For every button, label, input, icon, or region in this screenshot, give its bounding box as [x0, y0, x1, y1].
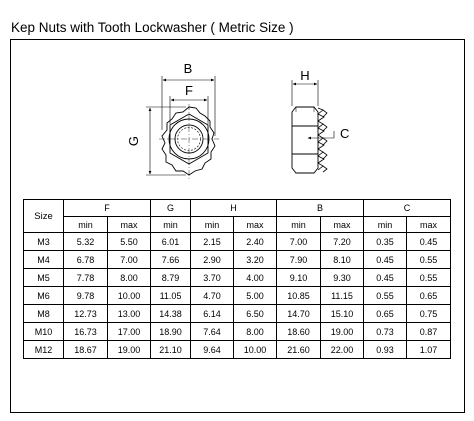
value-cell: 17.00 — [108, 323, 151, 341]
label-f: F — [185, 83, 193, 98]
subheader-cell: max — [108, 217, 151, 233]
dimension-g — [146, 107, 186, 175]
value-cell: 0.73 — [364, 323, 407, 341]
nut-side-view — [292, 107, 327, 173]
value-cell: 7.00 — [108, 251, 151, 269]
value-cell: 8.10 — [321, 251, 364, 269]
value-cell: 0.45 — [364, 251, 407, 269]
table-header-row — [24, 200, 451, 217]
value-cell: 9.64 — [191, 341, 234, 359]
value-cell: 6.14 — [191, 305, 234, 323]
dimensions-table — [23, 199, 451, 359]
value-cell: 7.66 — [151, 251, 191, 269]
value-cell: 14.70 — [277, 305, 321, 323]
value-cell: 12.73 — [64, 305, 108, 323]
value-cell: 10.00 — [108, 287, 151, 305]
value-cell: 13.00 — [108, 305, 151, 323]
table-row — [24, 269, 451, 287]
dimension-h — [292, 80, 318, 106]
value-cell: 5.50 — [108, 233, 151, 251]
value-cell: 0.55 — [364, 287, 407, 305]
value-cell: 11.15 — [321, 287, 364, 305]
value-cell: 7.20 — [321, 233, 364, 251]
lockwasher-teeth-side — [318, 108, 324, 170]
value-cell: 18.67 — [64, 341, 108, 359]
value-cell: 7.00 — [277, 233, 321, 251]
header-h: H — [191, 200, 277, 217]
value-cell: 0.45 — [407, 233, 451, 251]
value-cell: 0.55 — [407, 269, 451, 287]
value-cell: 9.30 — [321, 269, 364, 287]
value-cell: 11.05 — [151, 287, 191, 305]
subheader-cell: min — [277, 217, 321, 233]
value-cell: 18.60 — [277, 323, 321, 341]
header-g: G — [151, 200, 191, 217]
value-cell: 2.40 — [234, 233, 277, 251]
subheader-cell: max — [321, 217, 364, 233]
subheader-cell: min — [191, 217, 234, 233]
value-cell: 0.75 — [407, 305, 451, 323]
label-h: H — [300, 68, 310, 83]
value-cell: 2.90 — [191, 251, 234, 269]
subheader-cell: max — [234, 217, 277, 233]
value-cell: 0.55 — [407, 251, 451, 269]
value-cell: 7.78 — [64, 269, 108, 287]
table-subheader-row — [24, 217, 451, 233]
value-cell: 0.45 — [364, 269, 407, 287]
value-cell: 6.78 — [64, 251, 108, 269]
header-size: Size — [24, 200, 64, 233]
value-cell: 22.00 — [321, 341, 364, 359]
table-row — [24, 287, 451, 305]
size-cell: M10 — [24, 323, 64, 341]
value-cell: 4.00 — [234, 269, 277, 287]
value-cell: 7.64 — [191, 323, 234, 341]
value-cell: 0.93 — [364, 341, 407, 359]
size-cell: M12 — [24, 341, 64, 359]
value-cell: 14.38 — [151, 305, 191, 323]
size-cell: M6 — [24, 287, 64, 305]
label-g: G — [126, 135, 141, 147]
value-cell: 8.00 — [234, 323, 277, 341]
subheader-cell: min — [364, 217, 407, 233]
value-cell: 5.00 — [234, 287, 277, 305]
value-cell: 5.32 — [64, 233, 108, 251]
value-cell: 18.90 — [151, 323, 191, 341]
page-title: Kep Nuts with Tooth Lockwasher ( Metric Size ) — [11, 20, 294, 35]
value-cell: 0.35 — [364, 233, 407, 251]
centerlines-top — [159, 104, 219, 180]
table-row — [24, 323, 451, 341]
label-c: C — [340, 126, 350, 141]
value-cell: 8.79 — [151, 269, 191, 287]
value-cell: 4.70 — [191, 287, 234, 305]
value-cell: 19.00 — [321, 323, 364, 341]
size-cell: M3 — [24, 233, 64, 251]
header-c: C — [364, 200, 451, 217]
value-cell: 0.65 — [407, 287, 451, 305]
subheader-cell: min — [151, 217, 191, 233]
value-cell: 0.65 — [364, 305, 407, 323]
value-cell: 9.78 — [64, 287, 108, 305]
table-row — [24, 233, 451, 251]
table-row — [24, 251, 451, 269]
value-cell: 16.73 — [64, 323, 108, 341]
value-cell: 15.10 — [321, 305, 364, 323]
table-row — [24, 341, 451, 359]
value-cell: 2.15 — [191, 233, 234, 251]
value-cell: 0.87 — [407, 323, 451, 341]
value-cell: 21.10 — [151, 341, 191, 359]
value-cell: 10.00 — [234, 341, 277, 359]
value-cell: 19.00 — [108, 341, 151, 359]
label-b: B — [183, 61, 193, 76]
value-cell: 9.10 — [277, 269, 321, 287]
value-cell: 1.07 — [407, 341, 451, 359]
size-cell: M8 — [24, 305, 64, 323]
subheader-cell: max — [407, 217, 451, 233]
size-cell: M5 — [24, 269, 64, 287]
value-cell: 21.60 — [277, 341, 321, 359]
value-cell: 6.50 — [234, 305, 277, 323]
value-cell: 7.90 — [277, 251, 321, 269]
table-row — [24, 305, 451, 323]
technical-drawing — [0, 0, 474, 200]
value-cell: 3.20 — [234, 251, 277, 269]
value-cell: 10.85 — [277, 287, 321, 305]
subheader-cell: min — [64, 217, 108, 233]
value-cell: 6.01 — [151, 233, 191, 251]
header-b: B — [277, 200, 364, 217]
header-f: F — [64, 200, 151, 217]
value-cell: 3.70 — [191, 269, 234, 287]
hex-body-side — [292, 107, 318, 173]
size-cell: M4 — [24, 251, 64, 269]
value-cell: 8.00 — [108, 269, 151, 287]
